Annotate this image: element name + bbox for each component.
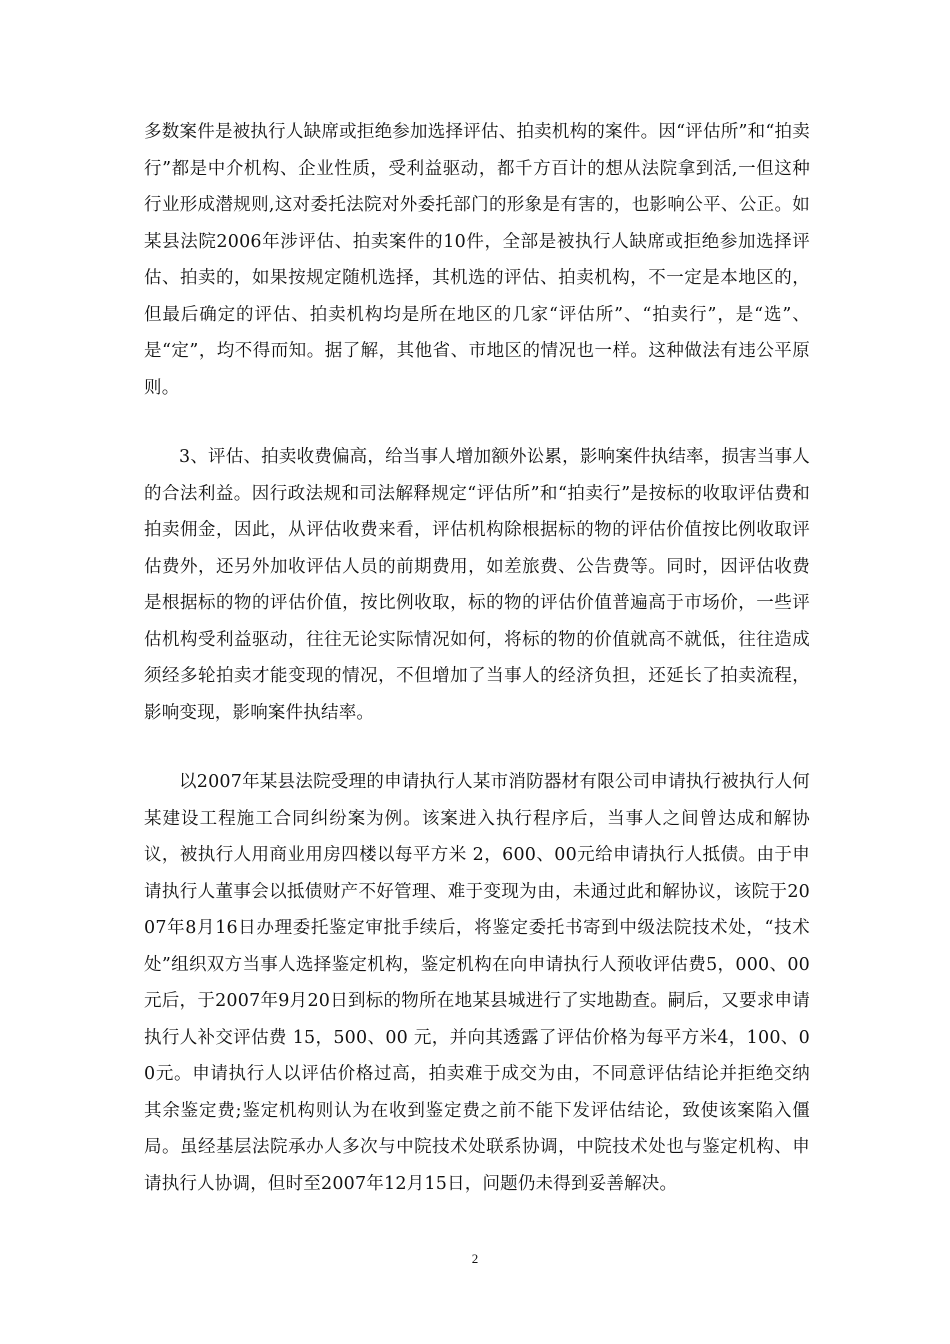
paragraph-2: 3、评估、拍卖收费偏高，给当事人增加额外讼累，影响案件执结率，损害当事人的合法利益。因行政法规和司法解释规定“评估所”和“拍卖行”是按标的收取评估费和拍卖佣金，因此，从评估收费来看，评估机构除根据标的物的评估价值按比例收取评估费外，还另外加收评估人员的前期费用，如差旅费、公告费等。同时，因评估收费是根据标的物的评估价值，按比例收取，标的物的评估价值普遍高于市场价，一些评估机构受利益驱动，往往无论实际情况如何，将标的物的价值就高不就低，往往造成须经多轮拍卖才能变现的情况，不但增加了当事人的经济负担，还延长了拍卖流程，影响变现，影响案件执结率。 — [144, 447, 810, 723]
paragraph-3: 以2007年某县法院受理的申请执行人某市消防器材有限公司申请执行被执行人何某建设工程施工合同纠纷案为例。该案进入执行程序后，当事人之间曾达成和解协议，被执行人用商业用房四楼以每平方米 2，600、00元给申请执行人抵债。由于申请执行人董事会以抵债财产不好管理、难于变现为由，未通过此和解协议，该院于2007年8月16日办理委托鉴定审批手续后，将鉴定委托书寄到中级法院技术处，“技术处”组织双方当事人选择鉴定机构，鉴定机构在向申请执行人预收评估费5，000、00元后，于2007年9月20日到标的物所在地某县城进行了实地勘查。嗣后，又要求申请执行人补交评估费 15，500、00 元，并向其透露了评估价格为每平方米4，100、00元。申请执行人以评估价格过高，拍卖难于成交为由，不同意评估结论并拒绝交纳其余鉴定费;鉴定机构则认为在收到鉴定费之前不能下发评估结论，致使该案陷入僵局。虽经基层法院承办人多次与中院技术处联系协调，中院技术处也与鉴定机构、申请执行人协调，但时至2007年12月15日，问题仍未得到妥善解决。 — [144, 772, 810, 1194]
paragraph-spacer — [144, 731, 810, 764]
paragraph-spacer — [144, 406, 810, 439]
paragraph-1: 多数案件是被执行人缺席或拒绝参加选择评估、拍卖机构的案件。因“评估所”和“拍卖行”都是中介机构、企业性质，受利益驱动，都千方百计的想从法院拿到活,一但这种行业形成潜规则,这对委托法院对外委托部门的形象是有害的，也影响公平、公正。如某县法院2006年涉评估、拍卖案件的10件，全部是被执行人缺席或拒绝参加选择评估、拍卖的，如果按规定随机选择，其机选的评估、拍卖机构，不一定是本地区的，但最后确定的评估、拍卖机构均是所在地区的几家“评估所”、“拍卖行”，是“选”、是“定”，均不得而知。据了解，其他省、市地区的情况也一样。这种做法有违公平原则。 — [144, 122, 810, 398]
document-body — [144, 114, 810, 1202]
page-number: 2 — [471, 1251, 479, 1266]
